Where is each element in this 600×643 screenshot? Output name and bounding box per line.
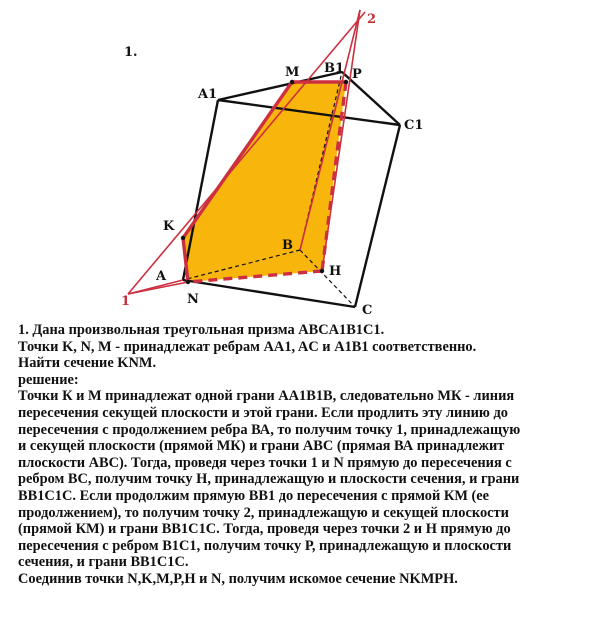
label-point-1: 1 xyxy=(121,294,131,309)
point-N xyxy=(186,280,190,284)
figure-number: 1. xyxy=(124,45,138,60)
label-A: A xyxy=(156,269,167,284)
prism-section-diagram xyxy=(0,0,600,320)
label-B: B xyxy=(282,238,293,253)
label-H: H xyxy=(329,264,342,279)
point-K xyxy=(181,236,185,240)
label-point-2: 2 xyxy=(367,12,377,27)
label-B1: B1 xyxy=(324,61,345,76)
point-P xyxy=(344,80,348,84)
label-N: N xyxy=(187,292,199,307)
section-polygon xyxy=(183,82,346,282)
label-M: M xyxy=(285,65,300,80)
solution-paragraph: Точки К и М принадлежат одной грани AA1B1B, следовательно МК - линия пересечения секущей плоскости и этой грани. Если продлить эту линию до пересечения с продолжением ребра ВА, то получим точку 1, принадлежащую и секущей плоскости (прямой МК) и грани АВС (прямая ВА принадлежит плоскости АВС). Тогда, проведя через точки 1 и N прямую до пересечения с ребром ВС, получим точку Н, принадлежащую и плоскости сечения, и грани BB1C1C. Если продолжим прямую ВВ1 до пересечения с прямой КМ (ее продолжением), то получим точку 2, принадлежащую и секущей плоскости (прямой КМ) и грани BB1C1C. Тогда, проведя через точки 2 и Н прямую до пересечения с ребром В1С1, получим точку Р, принадлежащую и плоскости сечения, и грани BB1C1C. xyxy=(18,388,521,571)
problem-statement-line: 1. Дана произвольная треугольная призма ABCA1B1C1. xyxy=(18,322,385,338)
solution-conclusion: Соединив точки N,K,M,P,H и N, получим искомое сечение NKMPH. xyxy=(18,570,458,587)
point-H xyxy=(320,269,324,273)
label-C1: C1 xyxy=(404,118,424,133)
label-A1: A1 xyxy=(198,87,218,102)
label-P: P xyxy=(352,67,362,82)
label-K: K xyxy=(163,219,175,234)
point-M xyxy=(290,80,294,84)
problem-statement-line: Точки K, N, M - принадлежат ребрам AA1, AC и A1B1 соответственно. xyxy=(18,338,477,355)
problem-text xyxy=(18,322,593,588)
label-C: C xyxy=(362,303,373,318)
edge-CC1 xyxy=(355,125,400,307)
solution-heading: решение: xyxy=(18,371,79,388)
problem-statement-line: Найти сечение KNM. xyxy=(18,355,157,372)
edge-A-C xyxy=(183,280,355,307)
